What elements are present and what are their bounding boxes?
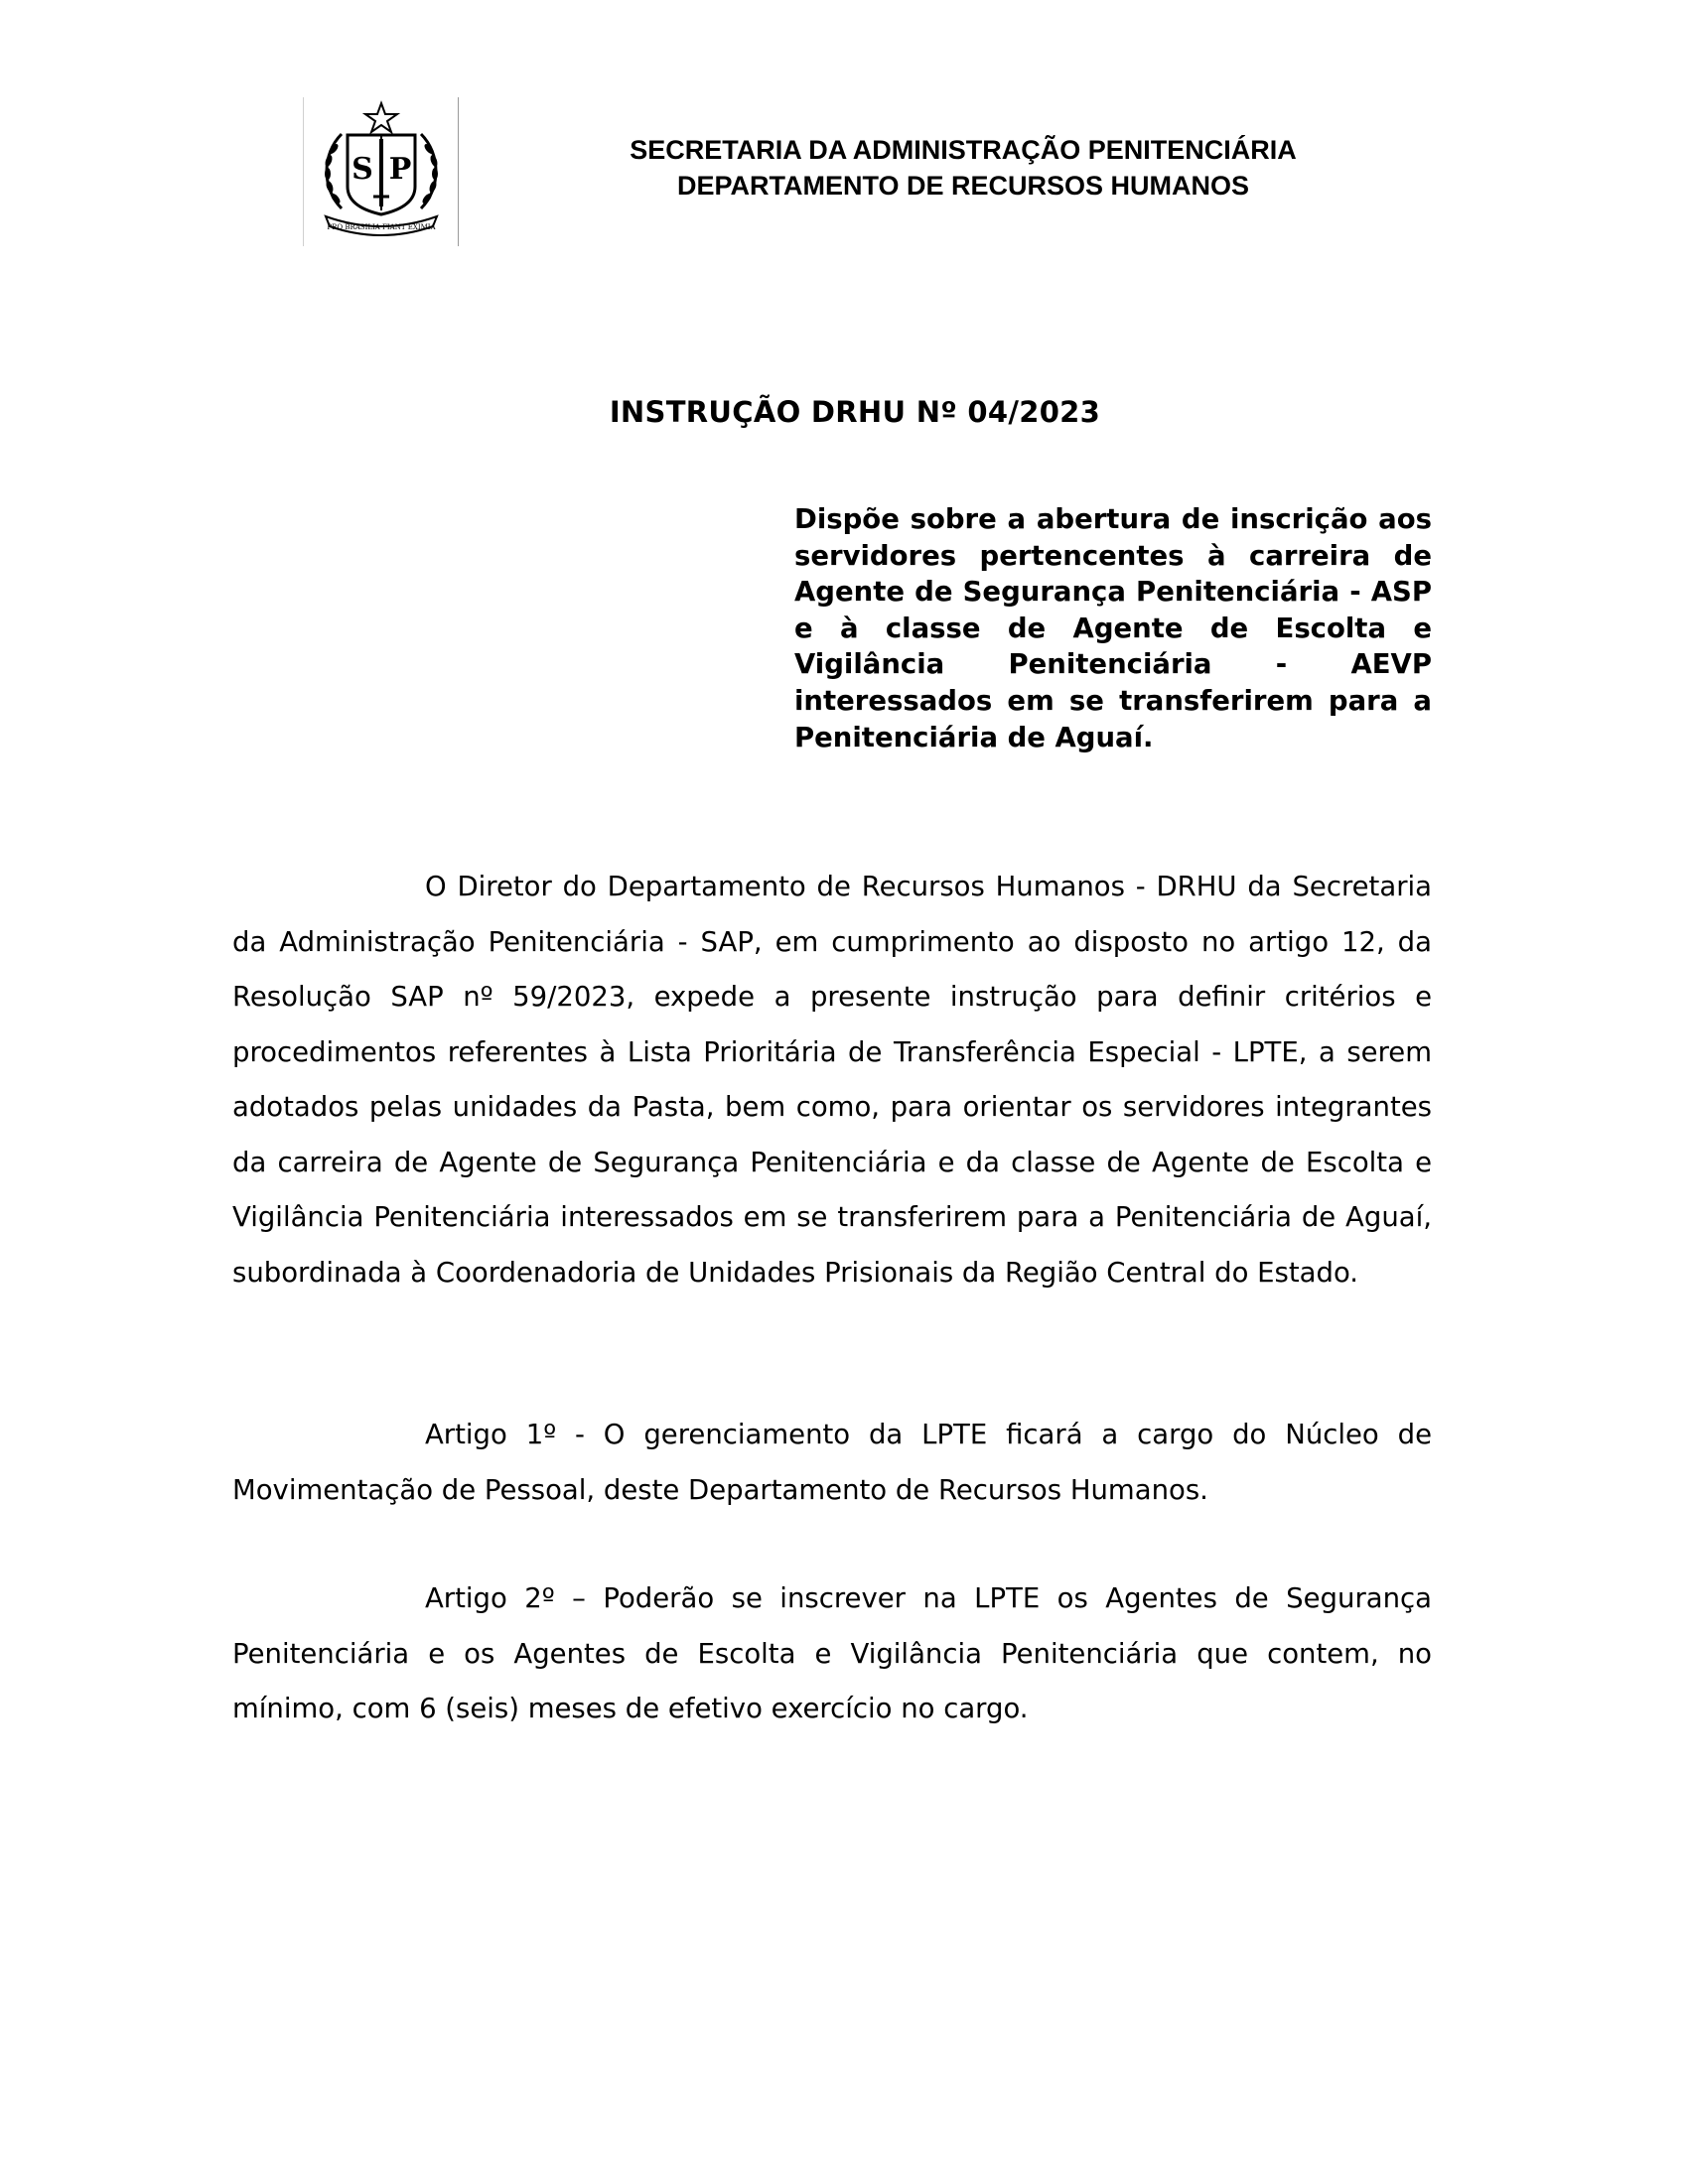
svg-text:P: P: [388, 152, 412, 187]
article-1-text: Artigo 1º - O gerenciamento da LPTE ficará a cargo do Núcleo de Movimentação de Pessoal, deste Departamento de Recursos Humanos.: [232, 1419, 1432, 1506]
article-1-paragraph: [232, 1408, 1432, 1518]
svg-text:PRO BRASILIA FIANT EXIMIA: PRO BRASILIA FIANT EXIMIA: [327, 223, 436, 231]
ementa-summary: Dispõe sobre a abertura de inscrição aos servidores pertencentes à carreira de Agente de Segurança Penitenciária - ASP e à classe de Agente de Escolta e Vigilância Penitenciária - AEVP interessados em se transferirem para a Penitenciária de Aguaí.: [794, 503, 1432, 753]
sp-state-coat-of-arms-icon: [312, 99, 451, 238]
preamble-text: O Diretor do Departamento de Recursos Humanos - DRHU da Secretaria da Administração Penitenciária - SAP, em cumprimento ao disposto no artigo 12, da Resolução SAP nº 59/2023, expede a presente instrução para definir critérios e procedimentos referentes à Lista Prioritária de Transferência Especial - LPTE, a serem adotados pelas unidades da Pasta, bem como, para orientar os servidores integrantes da carreira de Agente de Segurança Penitenciária e da classe de Agente de Escolta e Vigilância Penitenciária interessados em se transferirem para a Penitenciária de Aguaí, subordinada à Coordenadoria de Unidades Prisionais da Região Central do Estado.: [232, 871, 1432, 1289]
preamble-paragraph: [232, 860, 1432, 1300]
article-2-paragraph: [232, 1571, 1432, 1737]
letterhead-departamento: DEPARTAMENTO DE RECURSOS HUMANOS: [676, 171, 1250, 201]
svg-text:S: S: [352, 152, 373, 187]
article-2-text: Artigo 2º – Poderão se inscrever na LPTE os Agentes de Segurança Penitenciária e os Agentes de Escolta e Vigilância Penitenciária que contem, no mínimo, com 6 (seis) meses de efetivo exercício no cargo.: [232, 1582, 1432, 1724]
letterhead: [467, 132, 1460, 204]
document-title: INSTRUÇÃO DRHU Nº 04/2023: [609, 395, 1101, 429]
logo-frame: [303, 97, 459, 246]
letterhead-secretaria: SECRETARIA DA ADMINISTRAÇÃO PENITENCIÁRIA: [630, 135, 1297, 165]
